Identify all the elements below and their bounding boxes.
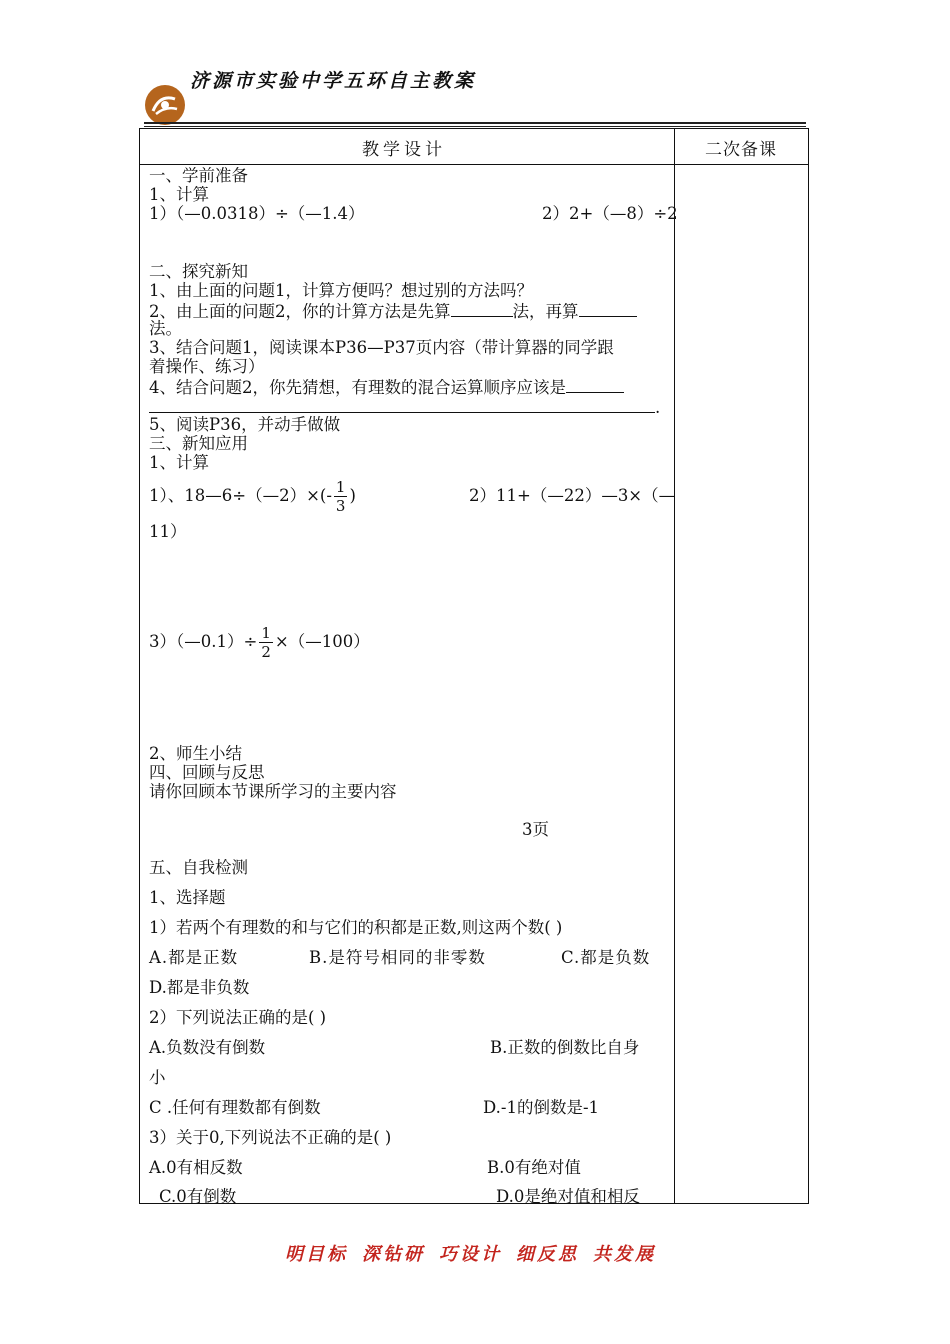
motto-item: 明目标 bbox=[285, 1244, 348, 1265]
footer-motto bbox=[285, 1240, 670, 1266]
motto-item: 共发展 bbox=[593, 1244, 656, 1265]
page-number: 3页 bbox=[522, 820, 549, 839]
fill-blank bbox=[566, 376, 624, 393]
option-c: C.0有倒数 bbox=[159, 1187, 237, 1206]
question-text: 1、由上面的问题1，计算方便吗？想过别的方法吗？ bbox=[149, 281, 533, 300]
mc-question: 2）下列说法正确的是( ) bbox=[149, 1008, 327, 1027]
mc-options bbox=[149, 1098, 667, 1117]
fraction: $\frac{1}{3}$ bbox=[335, 478, 346, 515]
option-d: D.0是绝对值和相反 bbox=[496, 1187, 640, 1206]
subheading: 2、师生小结 bbox=[149, 744, 242, 763]
question-text: 法。 bbox=[149, 319, 182, 338]
section-heading: 五、自我检测 bbox=[149, 858, 248, 877]
mc-options bbox=[149, 1158, 667, 1177]
mc-options bbox=[149, 1187, 667, 1206]
problem-3: 3）（—0.1）÷ $\frac{1}{2}$ ×（—100） bbox=[149, 624, 370, 661]
subheading: 1、计算 bbox=[149, 185, 209, 204]
question-text: 3、结合问题1，阅读课本P36—P37页内容（带计算器的同学跟 bbox=[149, 338, 614, 357]
mc-options bbox=[149, 948, 667, 967]
section-heading: 二、探究新知 bbox=[149, 262, 248, 281]
question-text: 5、阅读P36，并动手做做 bbox=[149, 415, 341, 434]
motto-item: 巧设计 bbox=[439, 1244, 502, 1265]
mc-question: 3）关于0,下列说法不正确的是( ) bbox=[149, 1128, 392, 1147]
subheading: 1、计算 bbox=[149, 453, 209, 472]
option-d: D.-1的倒数是-1 bbox=[483, 1098, 600, 1117]
section-heading: 三、新知应用 bbox=[149, 434, 248, 453]
mc-options bbox=[149, 1038, 667, 1057]
option-c: C.都是负数 bbox=[561, 948, 651, 967]
header-rule-thin bbox=[144, 126, 806, 127]
fill-blank bbox=[149, 396, 655, 413]
fill-blank bbox=[451, 300, 513, 317]
problem-1: 1）、18—6÷（—2）×(- $\frac{1}{3}$ ) bbox=[149, 478, 356, 515]
problem-2-continued: 11） bbox=[149, 522, 187, 541]
question-text: 2、由上面的问题2，你的计算方法是先算 法，再算 bbox=[149, 300, 667, 321]
fill-blank bbox=[579, 300, 637, 317]
answer-line: . bbox=[149, 396, 667, 417]
school-title: 济源市实验中学五环自主教案 bbox=[190, 70, 477, 92]
header-rule bbox=[144, 122, 806, 124]
fraction: $\frac{1}{2}$ bbox=[261, 624, 271, 661]
problem-row bbox=[149, 478, 676, 515]
mc-question: 1）若两个有理数的和与它们的积都是正数,则这两个数( ) bbox=[149, 918, 563, 937]
column-divider bbox=[674, 128, 675, 1204]
subheading: 1、选择题 bbox=[149, 888, 226, 907]
option-a: A.0有相反数 bbox=[149, 1158, 243, 1177]
option-b: B.是符号相同的非零数 bbox=[309, 948, 486, 967]
option-d: D.都是非负数 bbox=[149, 978, 250, 997]
section-heading: 四、回顾与反思 bbox=[149, 763, 265, 782]
question-text: 4、结合问题2，你先猜想，有理数的混合运算顺序应该是 bbox=[149, 376, 667, 397]
option-b-continued: 小 bbox=[149, 1068, 166, 1087]
column-header-second-prep: 二次备课 bbox=[705, 140, 777, 160]
calc-expression: 1）（—0.0318）÷（—1.4） bbox=[149, 204, 365, 223]
option-a: A.负数没有倒数 bbox=[149, 1038, 266, 1057]
option-c: C .任何有理数都有倒数 bbox=[149, 1098, 321, 1117]
question-text: 着操作、练习） bbox=[149, 357, 265, 376]
problem-2: 2）11+（—22）—3×（— bbox=[469, 486, 676, 505]
option-b: B.正数的倒数比自身 bbox=[490, 1038, 640, 1057]
header-row-divider bbox=[139, 164, 809, 165]
motto-item: 深钻研 bbox=[362, 1244, 425, 1265]
calc-item bbox=[149, 204, 678, 223]
school-logo bbox=[144, 84, 186, 126]
option-a: A.都是正数 bbox=[149, 948, 239, 967]
column-header-design: 教学设计 bbox=[362, 140, 446, 160]
calc-expression: 2）2+（—8）÷2 bbox=[542, 204, 678, 223]
section-heading: 一、学前准备 bbox=[149, 166, 248, 185]
motto-item: 细反思 bbox=[516, 1244, 579, 1265]
option-b: B.0有绝对值 bbox=[487, 1158, 581, 1177]
instruction-text: 请你回顾本节课所学习的主要内容 bbox=[149, 782, 397, 801]
